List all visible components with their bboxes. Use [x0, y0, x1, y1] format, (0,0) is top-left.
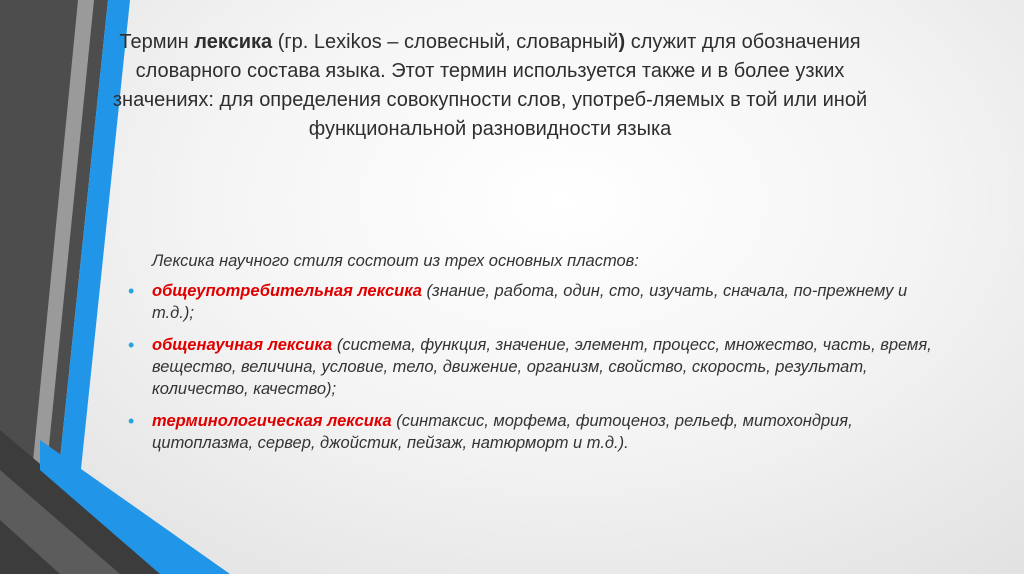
bullet-icon: •: [128, 281, 135, 301]
slide-title: [100, 28, 880, 144]
slide-content: [128, 250, 948, 464]
title-term: лексика: [194, 31, 273, 53]
list-item: [128, 410, 948, 454]
title-text-1: Термин: [119, 31, 195, 53]
title-text-3: служит для обозначения словарного состава языка. Этот термин используется также и в более узких значениях: для определения совокупности слов, употреб-ляемых в той или иной функциональной разновидности языка: [112, 31, 868, 140]
bullet-icon: •: [128, 335, 135, 355]
bullet-icon: •: [128, 411, 135, 431]
list-item: [128, 280, 948, 324]
title-paren: ): [618, 31, 626, 53]
item-text: (знание, работа, один, сто, изучать, сначала, по-прежнему и т.д.);: [152, 282, 908, 322]
term-label: общенаучная лексика: [152, 336, 333, 354]
list-item: [128, 334, 948, 400]
bullet-list: [128, 280, 948, 454]
title-text-2: (гр. Lexikos – словесный, словарный: [272, 31, 619, 53]
term-label: терминологическая лексика: [152, 412, 392, 430]
term-label: общеупотребительная лексика: [152, 282, 422, 300]
item-text: (система, функция, значение, элемент, процесс, множество, часть, время, вещество, величина, условие, тело, движение, организм, свойство, скорость, результат, количество, качество);: [152, 336, 932, 398]
intro-text: Лексика научного стиля состоит из трех основных пластов:: [152, 252, 639, 270]
item-text: (синтаксис, морфема, фитоценоз, рельеф, митохондрия, цитоплазма, сервер, джойстик, пейзаж, натюрморт и т.д.).: [152, 412, 853, 452]
